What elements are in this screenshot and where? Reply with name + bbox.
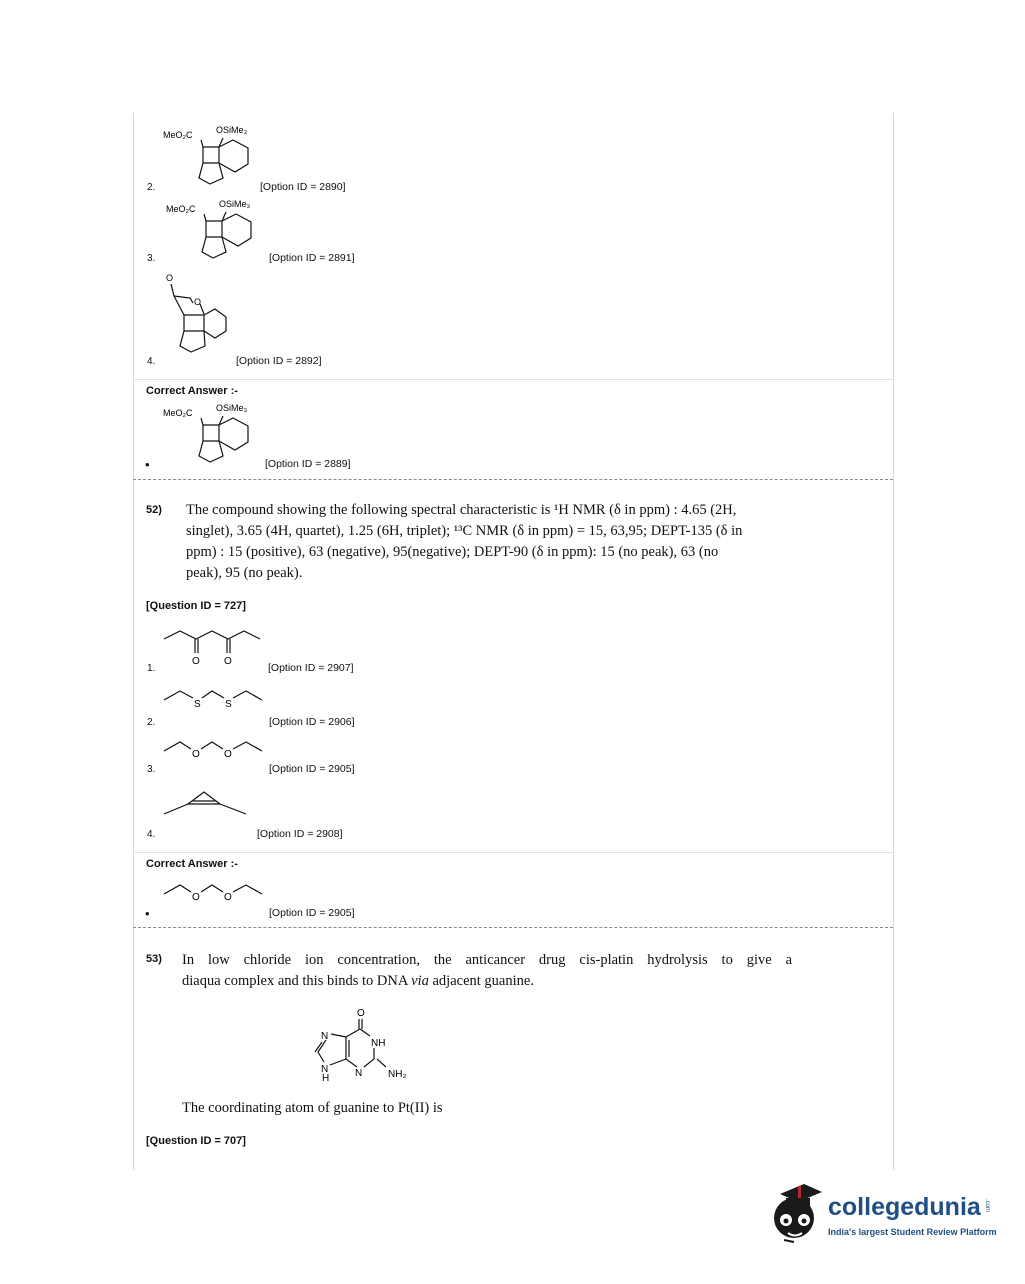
structure-diketone bbox=[160, 624, 270, 668]
question-text-line: In low chloride ion concentration, the anticancer drug cis-platin hydrolysis to give a bbox=[182, 952, 792, 968]
correct-answer-label: Correct Answer :- bbox=[146, 858, 238, 870]
correct-option-id: [Option ID = 2905] bbox=[269, 907, 355, 919]
osime3-label: OSiMe₃ bbox=[216, 403, 248, 413]
o-label: O bbox=[224, 892, 232, 903]
question-number: 52) bbox=[146, 504, 162, 516]
text-span: adjacent guanine. bbox=[428, 973, 534, 989]
option-id-2907: [Option ID = 2907] bbox=[268, 662, 354, 674]
o-label: O bbox=[224, 749, 232, 760]
n-label: N bbox=[321, 1064, 329, 1075]
structure-dithioacetal bbox=[160, 686, 270, 710]
question-text bbox=[186, 500, 806, 584]
structure-option-4 bbox=[160, 268, 260, 358]
divider bbox=[133, 852, 893, 853]
structure-option-3 bbox=[158, 194, 278, 262]
brand-name: collegedunia bbox=[828, 1193, 981, 1221]
o-label: O bbox=[224, 656, 232, 667]
question-id: [Question ID = 727] bbox=[146, 600, 246, 612]
question-divider bbox=[133, 479, 893, 480]
option-number: 3. bbox=[147, 764, 156, 775]
o-label: O bbox=[192, 892, 200, 903]
question-text-line bbox=[182, 971, 792, 992]
option-number: 1. bbox=[147, 663, 156, 674]
question-text-line: The compound showing the following spectral characteristic is ¹H NMR (δ in ppm) : 4.65 (2H, bbox=[186, 502, 737, 518]
question-id: [Question ID = 707] bbox=[146, 1135, 246, 1147]
nh2-label: NH₂ bbox=[388, 1069, 407, 1080]
structure-option-2 bbox=[155, 120, 275, 188]
option-id-2890: [Option ID = 2890] bbox=[260, 181, 346, 193]
option-id-2892: [Option ID = 2892] bbox=[236, 355, 322, 367]
correct-option-id: [Option ID = 2889] bbox=[265, 458, 351, 470]
osime3-label: OSiMe₃ bbox=[216, 125, 248, 135]
structure-acetal bbox=[160, 737, 270, 761]
collegedunia-logo-mascot bbox=[764, 1176, 826, 1246]
structure-guanine bbox=[300, 1002, 430, 1088]
question-text-line: The coordinating atom of guanine to Pt(II) is bbox=[182, 1100, 443, 1116]
meo2c-label: MeO₂C bbox=[163, 130, 193, 140]
n-label: N bbox=[355, 1068, 363, 1079]
brand-suffix: .com bbox=[984, 1199, 990, 1213]
question-text-line: peak), 95 (no peak). bbox=[186, 565, 303, 581]
answer-bullet: • bbox=[145, 457, 150, 472]
option-number: 2. bbox=[147, 717, 156, 728]
o-label: O bbox=[166, 273, 174, 283]
s-label: S bbox=[194, 699, 201, 710]
text-span: diaqua complex and this binds to DNA bbox=[182, 973, 412, 989]
question-text-line: ppm) : 15 (positive), 63 (negative), 95(negative); DEPT-90 (δ in ppm): 15 (no peak), 63 (no bbox=[186, 544, 719, 560]
question-number: 53) bbox=[146, 953, 162, 965]
osime3-label: OSiMe₃ bbox=[219, 199, 251, 209]
o-label: O bbox=[194, 297, 202, 307]
question-text-line: singlet), 3.65 (4H, quartet), 1.25 (6H, triplet); ¹³C NMR (δ in ppm) = 15, 63,95; DEPT-135 (δ in bbox=[186, 523, 743, 539]
divider bbox=[133, 379, 893, 380]
question-divider bbox=[133, 927, 893, 928]
structure-correct-answer bbox=[160, 880, 270, 904]
option-number: 4. bbox=[147, 356, 156, 367]
meo2c-label: MeO₂C bbox=[166, 204, 196, 214]
o-label: O bbox=[192, 656, 200, 667]
meo2c-label: MeO₂C bbox=[163, 408, 193, 418]
text-span-italic: via bbox=[411, 973, 429, 989]
option-id-2908: [Option ID = 2908] bbox=[257, 828, 343, 840]
nh-label: NH bbox=[371, 1038, 386, 1049]
o-label: O bbox=[192, 749, 200, 760]
correct-answer-label: Correct Answer :- bbox=[146, 385, 238, 397]
structure-cyclopropene bbox=[160, 788, 260, 824]
s-label: S bbox=[225, 699, 232, 710]
option-id-2906: [Option ID = 2906] bbox=[269, 716, 355, 728]
option-number: 3. bbox=[147, 253, 156, 264]
option-id-2905: [Option ID = 2905] bbox=[269, 763, 355, 775]
h-label: H bbox=[322, 1073, 330, 1084]
option-id-2891: [Option ID = 2891] bbox=[269, 252, 355, 264]
structure-correct-answer bbox=[155, 398, 275, 466]
option-number: 2. bbox=[147, 182, 156, 193]
brand-tagline: India's largest Student Review Platform bbox=[828, 1227, 997, 1237]
n-label: N bbox=[321, 1031, 329, 1042]
answer-bullet: • bbox=[145, 906, 150, 921]
option-number: 4. bbox=[147, 829, 156, 840]
o-label: O bbox=[357, 1008, 365, 1019]
